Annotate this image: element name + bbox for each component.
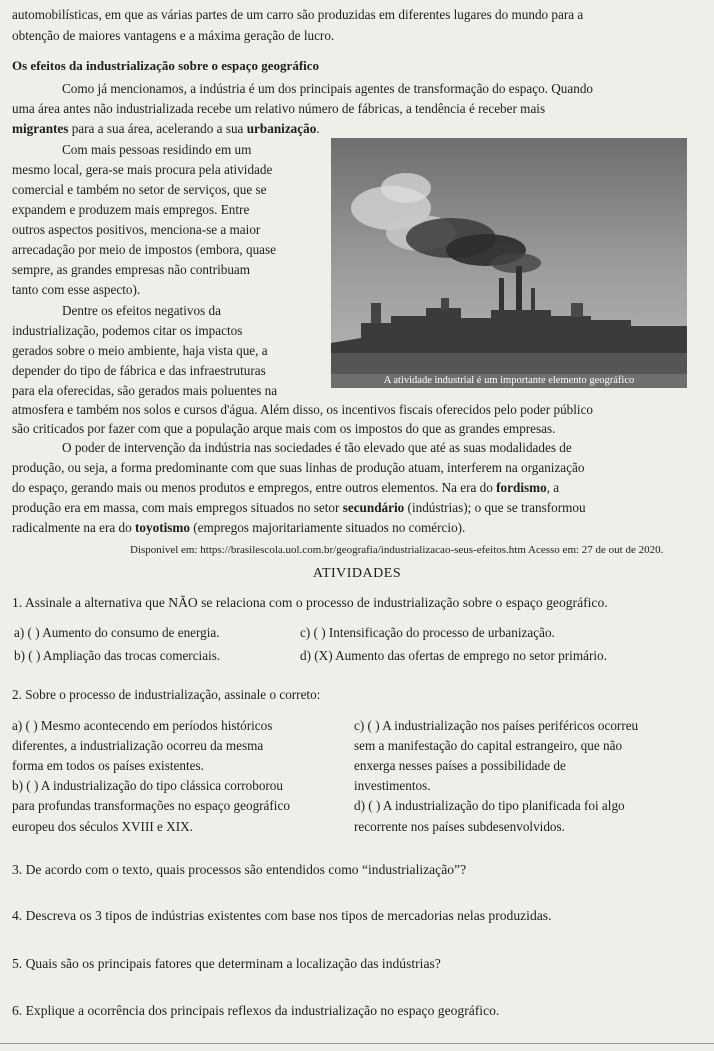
q2-a-line-3: forma em todos os países existentes. bbox=[12, 758, 204, 773]
para2-line-2: mesmo local, gera-se mais procura pela atividade bbox=[12, 162, 273, 177]
intro-line-2: obtenção de maiores vantagens e a máxima geração de lucro. bbox=[12, 28, 335, 43]
para4-line-5-a: radicalmente na era do bbox=[12, 520, 136, 535]
q2-b-line-1: b) ( ) A industrialização do tipo clássica corroborou bbox=[12, 778, 283, 793]
para3-line-6: atmosfera e também nos solos e cursos d'água. Além disso, os incentivos fiscais oferecidos pelo poder público bbox=[12, 402, 594, 417]
para1-line-3 bbox=[12, 120, 320, 137]
para3-line-3: gerados sobre o meio ambiente, haja vista que, a bbox=[12, 343, 268, 358]
para3-line-4: depender do tipo de fábrica e das infraestruturas bbox=[12, 363, 266, 378]
q1-option-a: a) ( ) Aumento do consumo de energia. bbox=[14, 625, 220, 640]
para4-line-3-a: do espaço, gerando mais ou menos produtos e empregos, entre outros elementos. Na era do bbox=[12, 480, 497, 495]
industrial-photo bbox=[331, 138, 687, 374]
para2-line-1: Com mais pessoas residindo em um bbox=[62, 142, 252, 157]
para3-line-5: para ela oferecidas, são gerados mais poluentes na bbox=[12, 383, 278, 398]
para3-line-2: industrialização, podemos citar os impactos bbox=[12, 323, 243, 338]
para1-line-2: uma área antes não industrializada recebe um relativo número de fábricas, a tendência é receber mais bbox=[12, 101, 546, 116]
para3-line-7: são criticados por fazer com que a população arque mais com os impostos do que as grandes empresas. bbox=[12, 421, 556, 436]
para4-line-4-c: (indústrias); o que se transformou bbox=[404, 500, 586, 515]
q2-c-line-1: c) ( ) A industrialização nos países periféricos ocorreu bbox=[354, 718, 639, 733]
q2-d-line-1: d) ( ) A industrialização do tipo planificada foi algo bbox=[354, 798, 625, 813]
para3-line-1: Dentre os efeitos negativos da bbox=[62, 303, 221, 318]
q3-question: 3. De acordo com o texto, quais processos são entendidos como “industrialização”? bbox=[12, 862, 467, 877]
q2-d-line-2: recorrente nos países subdesenvolvidos. bbox=[354, 819, 565, 834]
para4-line-5-c: (empregos majoritariamente situados no comércio). bbox=[189, 520, 466, 535]
q2-c-line-3: enxerga nesses países a possibilidade de bbox=[354, 758, 566, 773]
term-urbanizacao: urbanização bbox=[246, 121, 317, 136]
q6-question: 6. Explique a ocorrência dos principais reflexos da industrialização no espaço geográfico. bbox=[12, 1003, 500, 1018]
para4-line-3-c: , a bbox=[546, 480, 560, 495]
para2-line-7: sempre, as grandes empresas não contribuam bbox=[12, 262, 251, 277]
source-citation: Disponível em: https://brasilescola.uol.com.br/geografia/industrializacao-seus-efeitos.htm Acesso em: 27 de out de 2020. bbox=[130, 544, 664, 556]
activities-title: ATIVIDADES bbox=[312, 566, 402, 581]
para1-line-1: Como já mencionamos, a indústria é um dos principais agentes de transformação do espaço. Quando bbox=[62, 81, 594, 96]
para4-line-4 bbox=[12, 499, 586, 516]
para1-line-3-text: para a sua área, acelerando a sua bbox=[68, 121, 247, 136]
q2-a-line-2: diferentes, a industrialização ocorreu da mesma bbox=[12, 738, 264, 753]
q2-b-line-3: europeu dos séculos XVIII e XIX. bbox=[12, 819, 193, 834]
para2-line-4: expandem e produzem mais empregos. Entre bbox=[12, 202, 250, 217]
term-toyotismo: toyotismo bbox=[135, 520, 190, 535]
q5-question: 5. Quais são os principais fatores que determinam a localização das indústrias? bbox=[12, 956, 441, 971]
term-secundario: secundário bbox=[342, 500, 405, 515]
q2-b-line-2: para profundas transformações no espaço geográfico bbox=[12, 798, 290, 813]
photo-caption: A atividade industrial é um importante elemento geográfico bbox=[331, 374, 687, 388]
q1-option-b: b) ( ) Ampliação das trocas comerciais. bbox=[14, 648, 221, 663]
q1-option-d: d) (X) Aumento das ofertas de emprego no setor primário. bbox=[300, 648, 607, 663]
q2-a-line-1: a) ( ) Mesmo acontecendo em períodos históricos bbox=[12, 718, 273, 733]
para4-line-3 bbox=[12, 479, 559, 496]
term-migrantes: migrantes bbox=[12, 121, 69, 136]
term-fordismo: fordismo bbox=[496, 480, 547, 495]
para4-line-2: produção, ou seja, a forma predominante com que suas linhas de produção atuam, interferem na organização bbox=[12, 460, 585, 475]
q2-c-line-4: investimentos. bbox=[354, 778, 431, 793]
para2-line-3: comercial e também no setor de serviços, que se bbox=[12, 182, 267, 197]
q2-question: 2. Sobre o processo de industrialização, assinale o correto: bbox=[12, 687, 321, 702]
intro-line-1: automobilísticas, em que as várias partes de um carro são produzidas em diferentes lugares do mundo para a bbox=[12, 7, 584, 22]
para1-line-3-end: . bbox=[316, 121, 320, 136]
para2-line-5: outros aspectos positivos, menciona-se a maior bbox=[12, 222, 261, 237]
para4-line-1: O poder de intervenção da indústria nas sociedades é tão elevado que até as suas modalidades de bbox=[62, 440, 572, 455]
q2-c-line-2: sem a manifestação do capital estrangeiro, que não bbox=[354, 738, 623, 753]
para4-line-4-a: produção era em massa, com mais empregos situados no setor bbox=[12, 500, 343, 515]
q4-question: 4. Descreva os 3 tipos de indústrias existentes com base nos tipos de mercadorias nelas produzidas. bbox=[12, 908, 552, 923]
para2-line-8: tanto com esse aspecto). bbox=[12, 282, 141, 297]
q1-option-c: c) ( ) Intensificação do processo de urbanização. bbox=[300, 625, 555, 640]
q1-question: 1. Assinale a alternativa que NÃO se relaciona com o processo de industrialização sobre o espaço geográfico. bbox=[12, 595, 608, 610]
para4-line-5 bbox=[12, 519, 465, 536]
bottom-rule bbox=[0, 1043, 714, 1044]
factory-smoke-illustration bbox=[331, 138, 687, 374]
section-title: Os efeitos da industrialização sobre o espaço geográfico bbox=[12, 58, 320, 73]
para2-line-6: arrecadação por meio de impostos (embora, quase bbox=[12, 242, 277, 257]
